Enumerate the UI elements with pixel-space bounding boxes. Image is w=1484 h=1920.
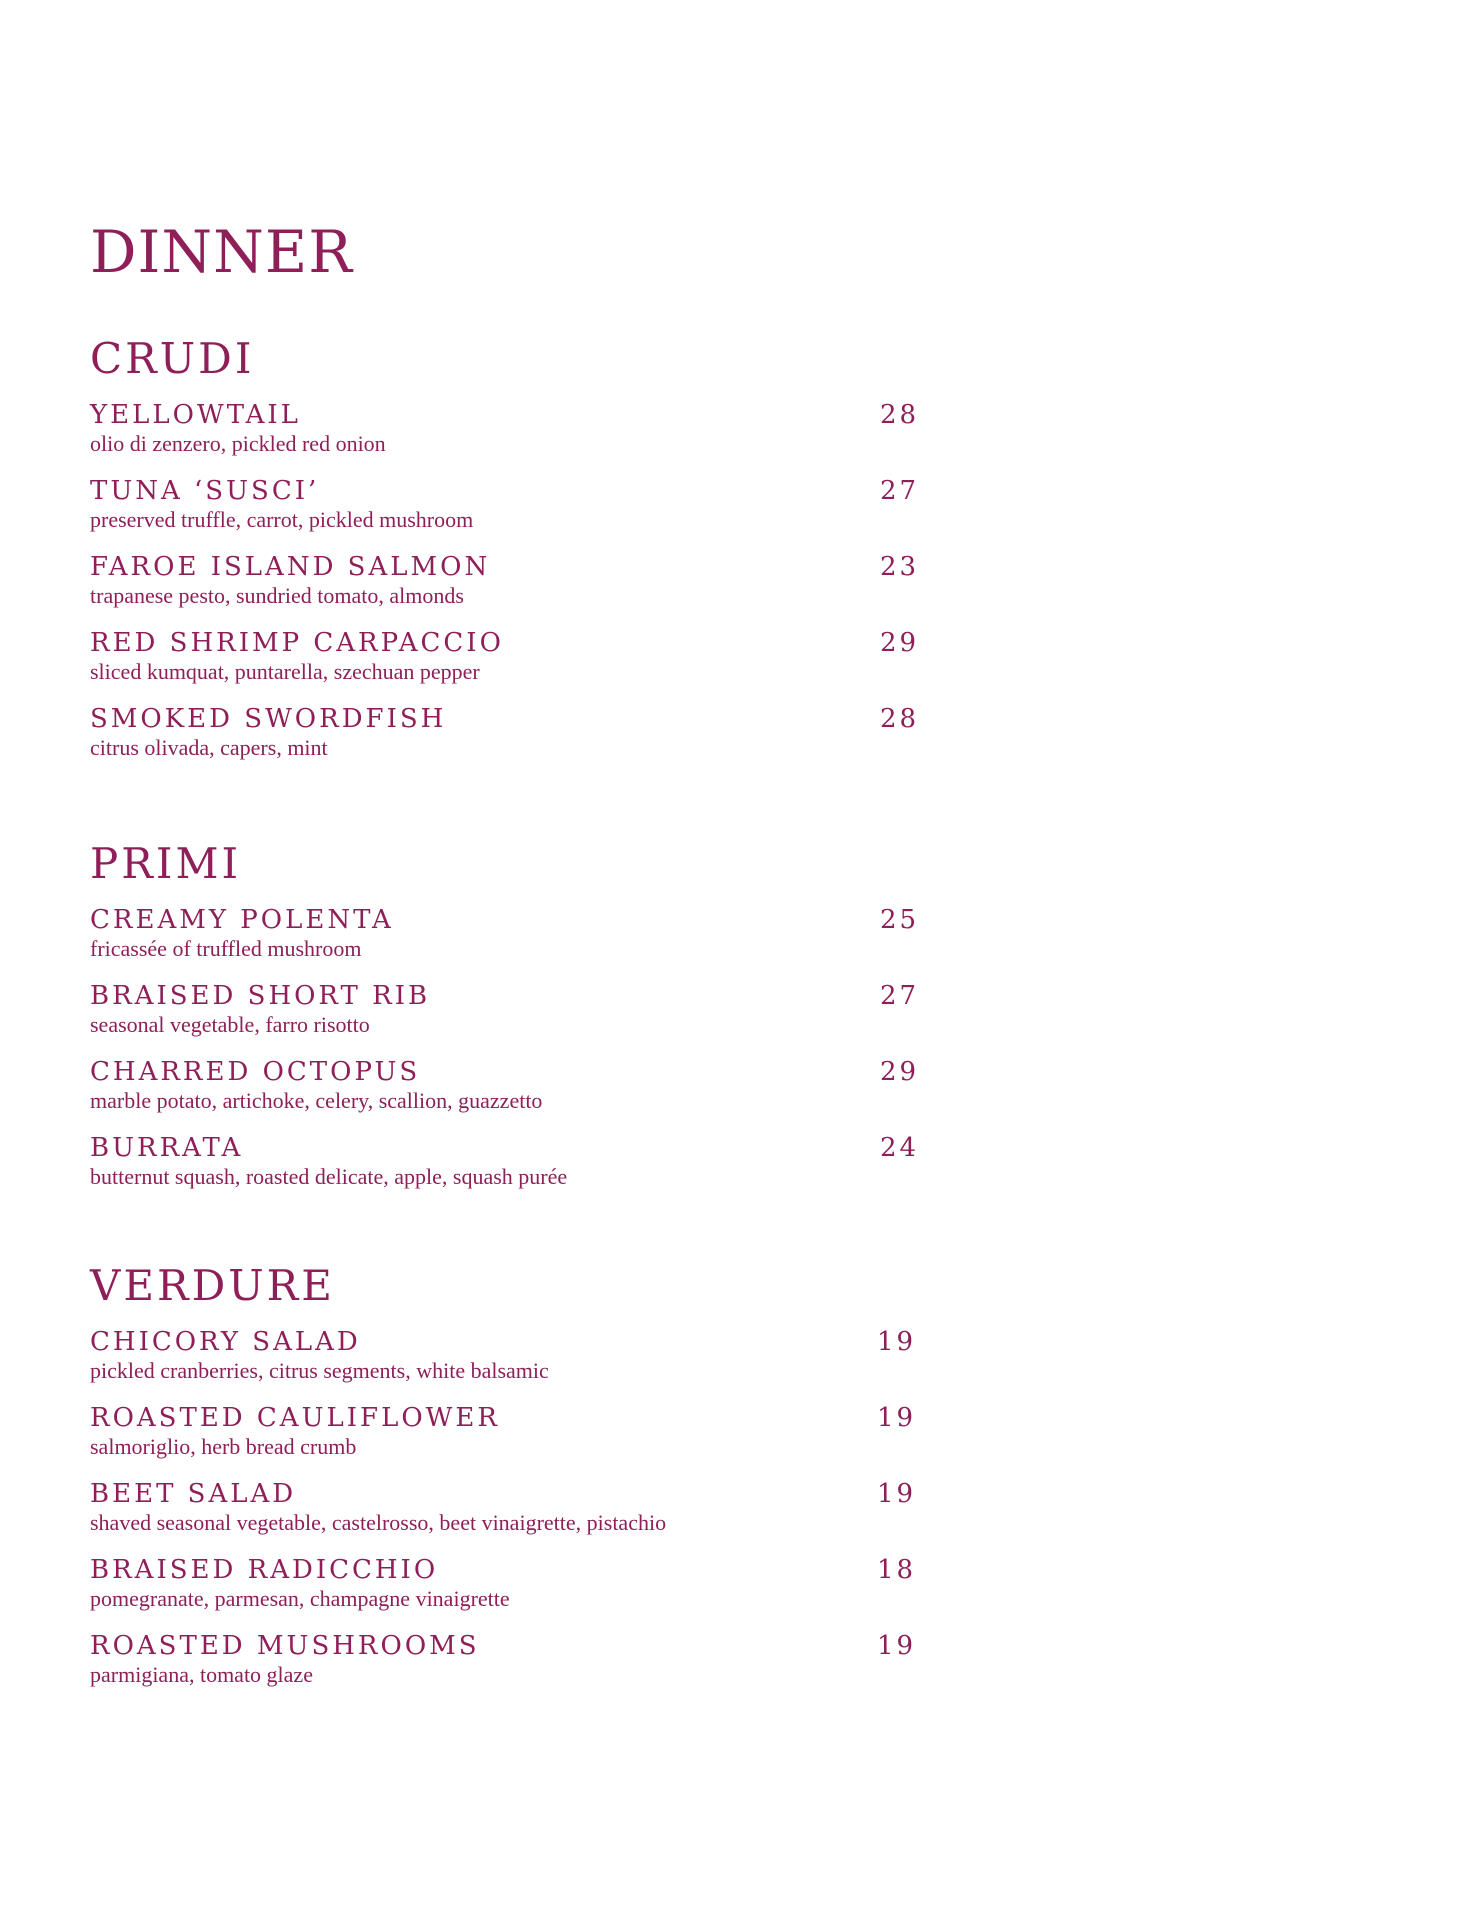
- item-description: parmigiana, tomato glaze: [90, 1662, 313, 1687]
- item-description: sliced kumquat, puntarella, szechuan pepper: [90, 659, 480, 684]
- item-price: 29: [880, 628, 920, 658]
- item-description: fricassée of truffled mushroom: [90, 936, 362, 961]
- item-name: ROASTED CAULIFLOWER: [90, 1403, 500, 1433]
- menu-item: [90, 980, 920, 1056]
- item-price: 23: [880, 552, 920, 582]
- item-price: 29: [880, 1057, 920, 1087]
- menu-page: [90, 0, 1484, 1920]
- menu-title: DINNER: [90, 218, 353, 286]
- item-name: CREAMY POLENTA: [90, 905, 394, 935]
- item-name: TUNA ‘SUSCI’: [90, 476, 320, 506]
- item-description: olio di zenzero, pickled red onion: [90, 431, 386, 456]
- item-price: 24: [880, 1133, 920, 1163]
- menu-item: [90, 551, 920, 627]
- item-description: shaved seasonal vegetable, castelrosso, beet vinaigrette, pistachio: [90, 1510, 667, 1535]
- item-price: 27: [880, 981, 920, 1011]
- item-price: 25: [880, 905, 920, 935]
- item-description: seasonal vegetable, farro risotto: [90, 1012, 370, 1037]
- item-description: marble potato, artichoke, celery, scallion, guazzetto: [90, 1088, 543, 1113]
- item-price: 19: [877, 1327, 917, 1357]
- item-price: 28: [880, 400, 920, 430]
- menu-item: [90, 627, 920, 703]
- section-title: PRIMI: [90, 839, 242, 888]
- item-name: CHICORY SALAD: [90, 1327, 361, 1357]
- item-price: 18: [877, 1555, 917, 1585]
- item-name: ROASTED MUSHROOMS: [90, 1631, 480, 1661]
- section-crudi: [90, 335, 920, 779]
- item-price: 19: [877, 1479, 917, 1509]
- item-name: FAROE ISLAND SALMON: [90, 552, 491, 582]
- section-verdure: [90, 1262, 920, 1706]
- menu-item: [90, 703, 920, 779]
- menu-item: [90, 904, 920, 980]
- menu-item: [90, 1554, 920, 1630]
- item-description: salmoriglio, herb bread crumb: [90, 1434, 357, 1459]
- section-title: VERDURE: [90, 1261, 335, 1310]
- item-price: 19: [877, 1631, 917, 1661]
- item-name: CHARRED OCTOPUS: [90, 1057, 421, 1087]
- item-description: pomegranate, parmesan, champagne vinaigrette: [90, 1586, 510, 1611]
- item-description: citrus olivada, capers, mint: [90, 735, 328, 760]
- section-title: CRUDI: [90, 334, 255, 383]
- item-price: 28: [880, 704, 920, 734]
- item-name: BEET SALAD: [90, 1479, 297, 1509]
- item-description: pickled cranberries, citrus segments, white balsamic: [90, 1358, 549, 1383]
- menu-item: [90, 1630, 920, 1706]
- item-name: SMOKED SWORDFISH: [90, 704, 447, 734]
- item-name: YELLOWTAIL: [90, 400, 301, 430]
- item-name: BURRATA: [90, 1133, 244, 1163]
- menu-item: [90, 1056, 920, 1132]
- item-name: BRAISED SHORT RIB: [90, 981, 431, 1011]
- item-name: BRAISED RADICCHIO: [90, 1555, 439, 1585]
- item-name: RED SHRIMP CARPACCIO: [90, 628, 504, 658]
- item-description: butternut squash, roasted delicate, apple, squash purée: [90, 1164, 568, 1189]
- menu-item: [90, 399, 920, 475]
- menu-item: [90, 475, 920, 551]
- menu-item: [90, 1326, 920, 1402]
- item-description: trapanese pesto, sundried tomato, almonds: [90, 583, 464, 608]
- menu-item: [90, 1402, 920, 1478]
- item-price: 19: [877, 1403, 917, 1433]
- item-description: preserved truffle, carrot, pickled mushroom: [90, 507, 474, 532]
- menu-item: [90, 1478, 920, 1554]
- item-price: 27: [880, 476, 920, 506]
- menu-item: [90, 1132, 920, 1208]
- section-primi: [90, 840, 920, 1208]
